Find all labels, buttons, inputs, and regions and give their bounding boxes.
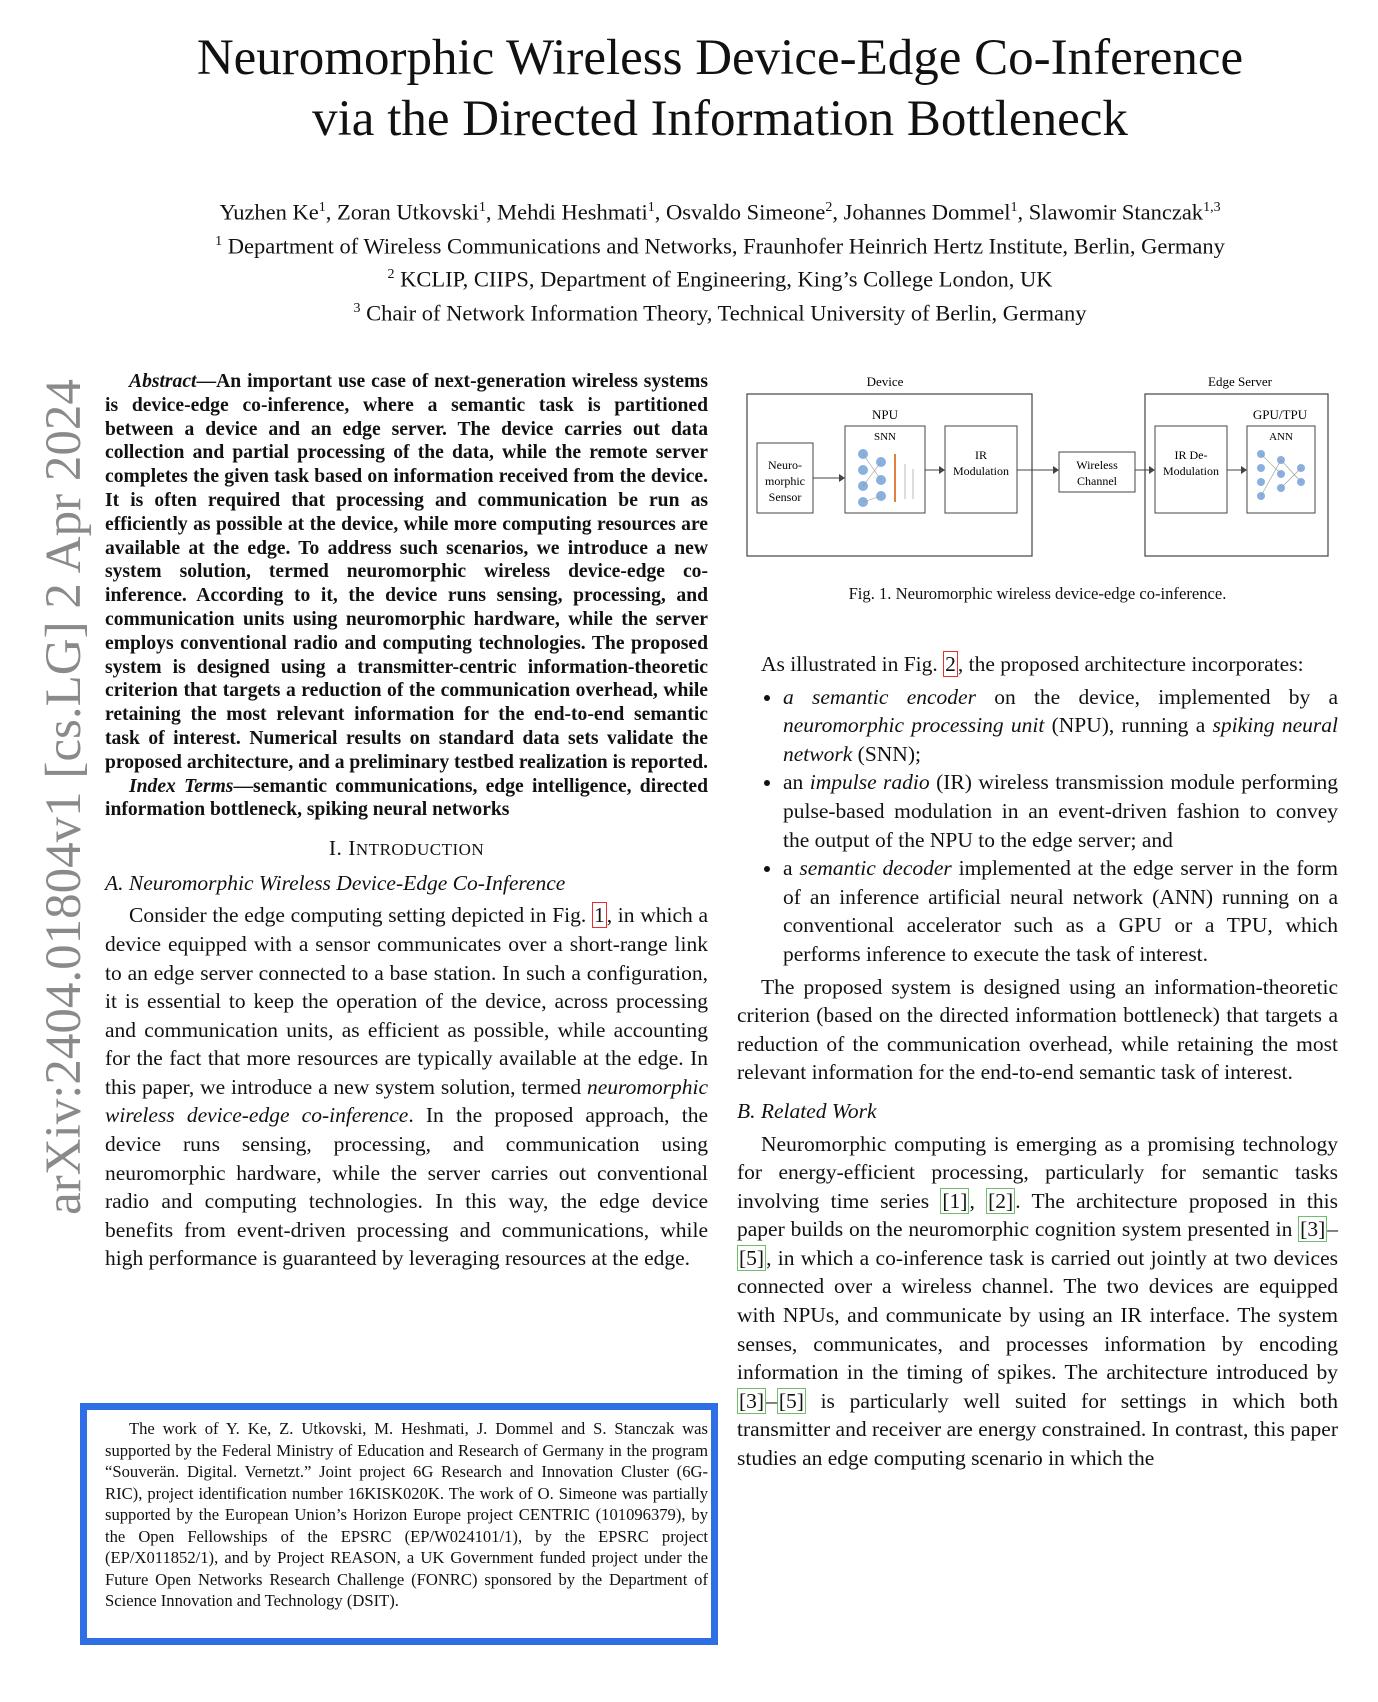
subsection-heading-b: B. Related Work [737,1098,877,1123]
abstract-text: —An important use case of next-generation wireless systems is device-edge co-inference, where a semantic task is partitioned between a device and an edge server. The device carries out data collection and partial processing of the data, while the remote server completes the given task based on information received from the device. It is often required that processing and communication be run as efficiently as possible at the device, while more computing resources are available at the edge. To address such scenarios, we introduce a new system solution, termed neuromorphic wireless device-edge co-inference. According to it, the device runs sensing, processing, and communication units using neuromorphic hardware, while the server employs conventional radio and computing technologies. The proposed system is designed using a transmitter-centric information-theoretic criterion that targets a reduction of the communication overhead, while retaining the most relevant information for the end-to-end semantic task of interest. Numerical results on standard data sets validate the proposed architecture, and a preliminary testbed realization is reported. [105,371,709,773]
figure-caption: Fig. 1. Neuromorphic wireless device-edge co-inference. [848,584,1227,603]
snn-label: SNN [873,431,897,443]
list-item [783,768,1338,854]
index-terms-text: —semantic communications, edge intelligence, directed information bottleneck, spiking neural networks [105,775,708,821]
emphasis: neuromorphic wireless device-edge co-inference [105,1074,708,1128]
citation-link[interactable]: [5] [739,1245,765,1270]
text-run: . The architecture proposed in this paper builds on the neuromorphic cognition system presented in [737,1188,1338,1242]
index-terms [105,775,708,823]
citation-link[interactable]: [3] [1300,1217,1326,1242]
emphasis: spiking neural network [783,713,1338,766]
emphasis: semantic decoder [799,856,952,881]
list-item [783,683,1338,769]
arrowhead [839,474,845,482]
text-run: (IR) wireless transmission module performing pulse-based modulation in an event-driven fashion to convey the output of the NPU to the edge server; and [783,770,1338,852]
affiliation-3 [100,294,1340,328]
affiliation-sup: 1 [215,233,223,249]
ir-mod-label-2: Modulation [953,464,1009,478]
edge-server-label: Edge Server [1208,374,1272,389]
citation-link[interactable]: [2] [988,1188,1014,1213]
index-terms-label: Index Terms [129,775,234,797]
ir-demod-label-2: Modulation [1163,464,1219,478]
right-column [737,650,1338,1473]
author-name: , Mehdi Heshmati [485,199,648,225]
affiliation-sup: 3 [353,300,361,316]
title-line-2: via the Directed Information Bottleneck [312,91,1128,147]
text-run: As illustrated in Fig. [761,652,944,676]
author-sup: 1 [478,200,486,215]
channel-label-2: Channel [1077,474,1117,488]
author-list [100,193,1340,227]
gpu-label: GPU/TPU [1252,407,1308,422]
text-run: , the proposed architecture incorporates: [957,652,1304,676]
text-run: – [1327,1217,1338,1242]
author-block [100,193,1340,327]
author-sup: 1 [1010,200,1018,215]
affiliation-2 [100,260,1340,294]
ir-mod-label-1: IR [975,448,987,462]
text-run: is particularly well suited for settings in which both transmitter and receiver are energy constrained. In contrast, this paper studies an edge computing scenario in which the [737,1388,1338,1471]
affiliation-1 [100,227,1340,261]
arrowhead [1149,466,1155,474]
section-title-first: I [348,836,356,861]
design-paragraph: The proposed system is designed using an information-theoretic criterion (based on the directed information bottleneck) that targets a reduction of the communication overhead, while retaining the most relevant information for the end-to-end semantic task of interest. [737,974,1338,1085]
text-run: (NPU), running a [1044,713,1213,738]
text-run: , in which a device equipped with a sensor communicates over a short-range link to an edge server connected to a base station. In such a configuration, it is essential to keep the operation of the device, across processing and communication units, as efficient as possible, while accounting for the fact that more resources are typically available at the edge. In this paper, we introduce a new system solution, termed [105,903,708,1099]
arrowhead [939,466,945,474]
sensor-label-3: Sensor [768,490,802,504]
citation-link[interactable]: [3] [739,1388,765,1413]
author-name: , Zoran Utkovski [325,199,479,225]
device-label: Device [866,374,904,389]
footnote: The work of Y. Ke, Z. Utkovski, M. Heshmati, J. Dommel and S. Stanczak was supported by the Federal Ministry of Education and Research of Germany in the program “Souverän. Digital. Vernetzt.” Joint project 6G Research and Innovation Cluster (6G-RIC), project identification number 16KISK020K. The work of O. Simeone was partially supported by the European Union’s Horizon Europe project CENTRIC (101096379), by the Open Fellowships of the EPSRC (EP/W024101/1), by the EPSRC project (EP/X011852/1), and by Project REASON, a UK Government funded project under the Future Open Networks Research Challenge (FONRC) sponsored by the Department of Science Innovation and Technology (DSIT). [105,1419,708,1610]
figure-ref-link[interactable]: 2 [945,652,956,676]
affiliation-text: KCLIP, CIIPS, Department of Engineering, King’s College London, UK [394,266,1053,292]
text-run: (SNN); [852,741,921,766]
author-sup: 2 [825,200,833,215]
text-run: Neuromorphic computing is emerging as a promising technology for energy-efficient processing, particularly for semantic tasks involving time series [737,1131,1338,1213]
ir-demod-label-1: IR De- [1174,448,1208,462]
arrowhead [1241,466,1247,474]
figure-1-diagram [745,374,1330,564]
title-line-1: Neuromorphic Wireless Device-Edge Co-Inference [196,30,1244,86]
text-run: , in which a co-inference task is carried out jointly at two devices connected over a wireless channel. The two devices are equipped with NPUs, and communicate by using an IR interface. The system senses, communicates, and processes information by encoding information in the timing of spikes. The architecture introduced by [737,1245,1338,1385]
text-run: , [969,1188,987,1213]
author-name: , Osvaldo Simeone [654,199,826,225]
snn-network-icon [858,449,913,507]
author-sup: 1 [647,200,655,215]
ann-network-icon [1257,450,1305,500]
text-run: Consider the edge computing setting depicted in Fig. [129,903,592,928]
affiliation-text: Chair of Network Information Theory, Technical University of Berlin, Germany [360,300,1087,325]
author-name: , Slawomir Stanczak [1017,199,1204,225]
left-column [105,370,708,1273]
abstract [105,370,708,775]
related-work-paragraph [737,1130,1338,1473]
text-run: – [766,1388,777,1413]
arxiv-stamp: arXiv:2404.01804v1 [cs.LG] 2 Apr 2024 [36,379,92,1215]
section-heading [105,834,708,865]
intro-paragraph [105,901,708,1273]
author-name: Yuzhen Ke [219,199,319,225]
text-run: . In the proposed approach, the device runs sensing, processing, and communication using neuromorphic hardware, while the server carries out conventional radio and computing technologies. In this way, the edge device benefits from event-driven processing and communications, while high performance is guaranteed by leveraging resources at the edge. [105,1103,708,1271]
author-name: , Johannes Dommel [832,199,1011,225]
text-run: implemented at the edge server in the form of an inference artificial neural network (ANN) running on a conventional accelerator such as a GPU or a TPU, which performs inference to execute the task of interest. [783,856,1339,966]
citation-link[interactable]: [1] [942,1188,968,1213]
ann-label: ANN [1269,431,1293,443]
sensor-label-2: morphic [765,474,805,488]
sensor-label-1: Neuro- [768,458,802,472]
emphasis: a semantic encoder [783,684,976,709]
architecture-intro [737,650,1338,679]
arrowhead [1053,466,1059,474]
figure-ref-link[interactable]: 1 [593,903,605,928]
emphasis: impulse radio [809,770,930,795]
text-run: an [783,770,810,795]
section-title-rest: NTRODUCTION [355,840,485,860]
paper-title [100,28,1340,150]
subsection-heading-a: A. Neuromorphic Wireless Device-Edge Co-Inference [105,870,566,895]
author-sup: 1,3 [1203,200,1221,215]
section-number: I. [328,836,349,861]
text-run: a [783,856,800,881]
npu-label: NPU [871,407,899,422]
text-run: on the device, implemented by a [975,684,1339,709]
affiliation-text: Department of Wireless Communications and Networks, Fraunhofer Heinrich Hertz Institute, Berlin, Germany [222,233,1225,258]
architecture-list [737,683,1338,969]
list-item [783,854,1338,968]
emphasis: neuromorphic processing unit [783,713,1045,738]
author-sup: 1 [318,200,326,215]
citation-link[interactable]: [5] [778,1388,804,1413]
channel-label-1: Wireless [1076,458,1118,472]
abstract-label: Abstract [129,371,197,392]
affiliation-sup: 2 [387,267,395,282]
